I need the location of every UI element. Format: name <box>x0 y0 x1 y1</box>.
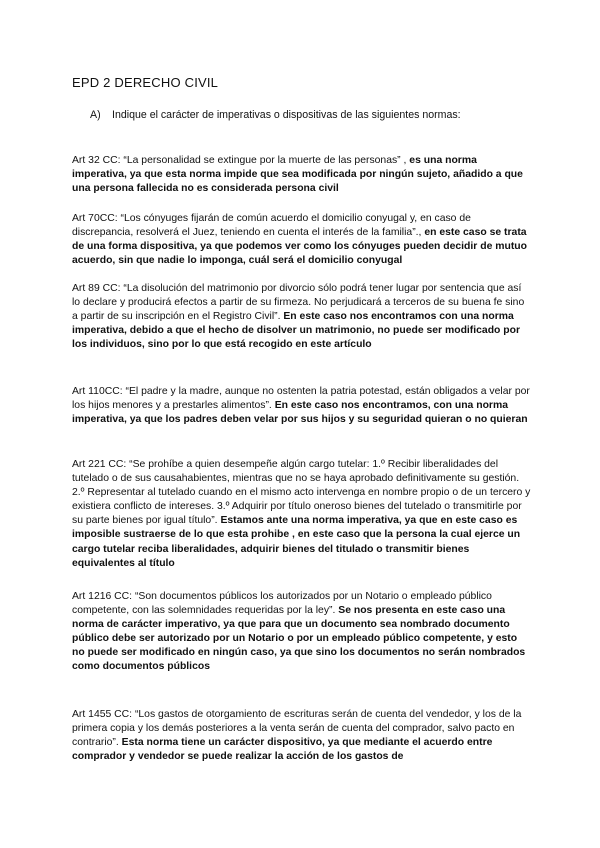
instruction <box>90 109 550 122</box>
article-110 <box>72 385 532 427</box>
article-answer: Esta norma tiene un carácter dispositivo, ya que mediante el acuerdo entre comprador y vendedor se puede realizar la acción de los gastos de <box>72 737 493 763</box>
article-32 <box>72 154 532 196</box>
article-text: Art 110CC: “El padre y la madre, aunque no ostenten la patria potestad, están obligados a velar por los hijos menores y a prestarles alimentos”. <box>72 386 530 412</box>
article-89 <box>72 282 532 352</box>
article-answer: en este caso se trata de una forma dispositiva, ya que podemos ver como los cónyuges pueden decidir de mutuo acuerdo, sin que nadie lo imponga, cuál será el domicilio conyugal <box>72 227 527 267</box>
instruction-marker: A) <box>90 109 101 121</box>
article-text: Art 70CC: “Los cónyuges fijarán de común acuerdo el domicilio conyugal y, en caso de discrepancia, resolverá el Juez, teniendo en cuenta el interés de la familia”., <box>72 213 471 239</box>
article-221 <box>72 458 532 571</box>
article-1455 <box>72 708 532 764</box>
article-text: Art 89 CC: “La disolución del matrimonio por divorcio sólo podrá tener lugar por sentencia que así lo declare y producirá efectos a partir de su firmeza. No perjudicará a terceros de su buena fe sino a partir de su inscripción en el Registro Civil”. <box>72 283 525 323</box>
article-1216 <box>72 590 532 675</box>
article-text: Art 221 CC: “Se prohíbe a quien desempeñe algún cargo tutelar: 1.º Recibir liberalidades del tutelado o de sus causahabientes, mientras que no se haya aprobado definitivamente su gestión. 2.º Representar al tutelado cuando en el mismo acto intervenga en nombre propio o de un tercero y existiera conflicto de intereses. 3.º Adquirir por título oneroso bienes del tutelado o transmitirle por su parte bienes por igual título”. <box>72 459 531 527</box>
article-text: Art 1455 CC: “Los gastos de otorgamiento de escrituras serán de cuenta del vendedor, y los de la primera copia y los demás posteriores a la venta serán de cuenta del comprador, salvo pacto en contrario”. <box>72 709 522 749</box>
article-answer: En este caso nos encontramos, con una norma imperativa, ya que los padres deben velar por sus hijos y su seguridad quieran o no quieran <box>72 400 528 426</box>
article-answer: es una norma imperativa, ya que esta norma impide que sea modificada por ningún sujeto, añadido a que una persona fallecida no es considerada persona civil <box>72 155 523 195</box>
article-text: Art 1216 CC: “Son documentos públicos los autorizados por un Notario o empleado público competente, con las solemnidades requeridas por la ley”. <box>72 591 492 617</box>
document-title: EPD 2 DERECHO CIVIL <box>72 75 219 90</box>
article-70 <box>72 212 532 268</box>
article-answer: Se nos presenta en este caso una norma de carácter imperativo, ya que para que un documento sea nombrado documento público debe ser autorizado por un Notario o por un empleado público competente, y esto no puede ser modificado en ningún caso, ya que sino los documentos no serán nombrados como documentos públicos <box>72 605 526 673</box>
article-text: Art 32 CC: “La personalidad se extingue por la muerte de las personas” , <box>72 155 407 166</box>
article-answer: Estamos ante una norma imperativa, ya que en este caso es imposible sustraerse de lo que esta prohibe , en este caso que la persona la cual ejerce un cargo tutelar reciba liberalidades, adquirir bienes del titulado o transmitir bienes equivalentes al título <box>72 515 521 569</box>
instruction-text: Indique el carácter de imperativas o dispositivas de las siguientes normas: <box>112 109 461 121</box>
article-answer: En este caso nos encontramos con una norma imperativa, debido a que el hecho de disolver un matrimonio, no puede ser modificado por los individuos, sino por lo que está recogido en este artículo <box>72 311 521 351</box>
